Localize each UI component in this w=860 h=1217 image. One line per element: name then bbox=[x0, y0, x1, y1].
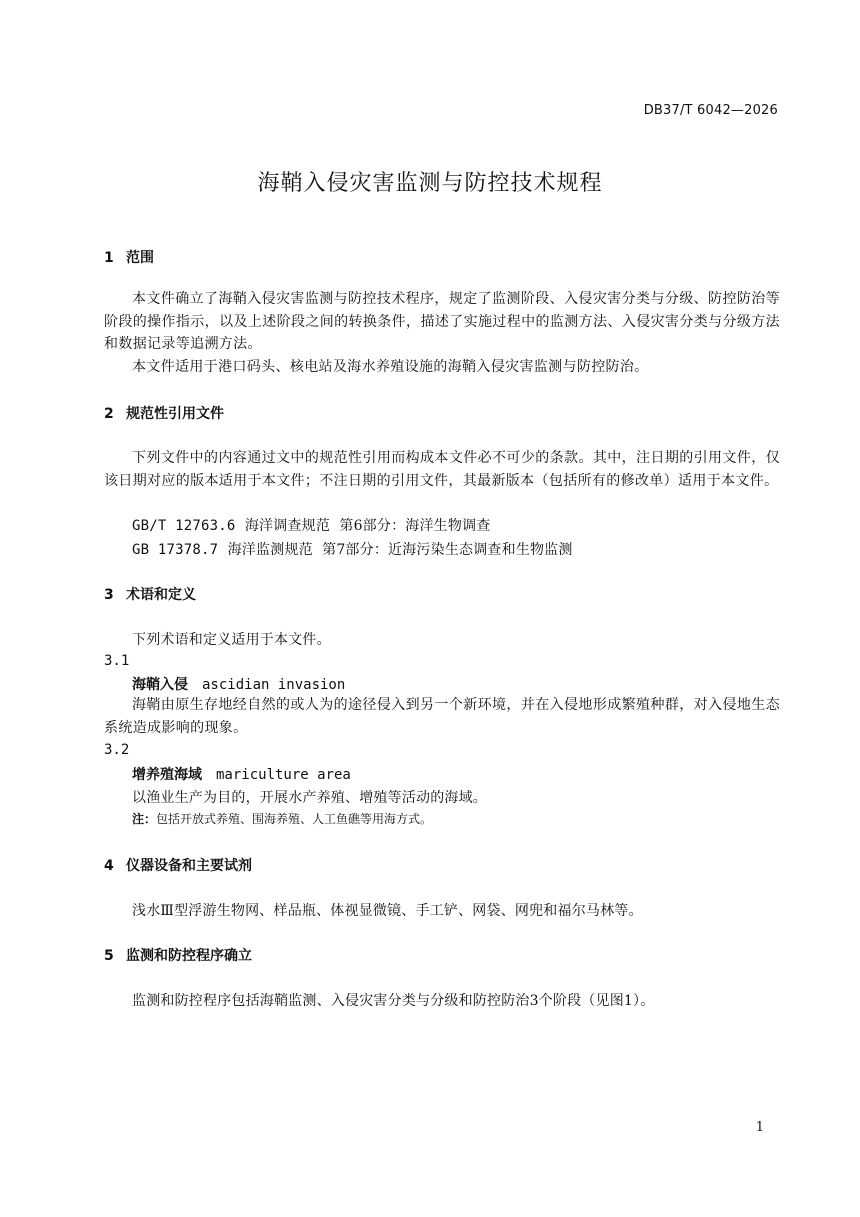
note-label: 注： bbox=[132, 812, 157, 826]
reference-part: 第7部分：近海污染生态调查和生物监测 bbox=[322, 542, 573, 558]
term-heading bbox=[132, 674, 345, 694]
term-english: ascidian invasion bbox=[202, 677, 346, 693]
term-definition: 以渔业生产为目的，开展水产养殖、增殖等活动的海域。 bbox=[132, 790, 487, 806]
section-1-heading bbox=[104, 247, 154, 267]
reference-code: GB 17378.7 bbox=[132, 542, 219, 558]
section-5-paragraph-1: 监测和防控程序包括海鞘监测、入侵灾害分类与分级和防控防治3个阶段（见图1）。 bbox=[132, 993, 655, 1009]
section-number: 4 bbox=[104, 858, 114, 874]
section-3-intro: 下列术语和定义适用于本文件。 bbox=[132, 632, 331, 648]
standard-code: DB37/T 6042—2026 bbox=[643, 103, 778, 118]
section-title: 术语和定义 bbox=[126, 587, 196, 603]
section-2-heading bbox=[104, 403, 224, 423]
reference-part: 第6部分：海洋生物调查 bbox=[339, 518, 491, 534]
section-number: 3 bbox=[104, 587, 114, 603]
page-number: 1 bbox=[755, 1120, 764, 1135]
section-1-paragraph-2: 本文件适用于港口码头、核电站及海水养殖设施的海鞘入侵灾害监测与防控防治。 bbox=[132, 359, 649, 375]
note-text: 包括开放式养殖、围海养殖、人工鱼礁等用海方式。 bbox=[156, 812, 433, 826]
term-name: 增养殖海域 bbox=[132, 767, 202, 783]
term-definition: 海鞘由原生存地经自然的或人为的途径侵入到另一个新环境，并在入侵地形成繁殖种群，对入侵地生态系统造成影响的现象。 bbox=[104, 697, 780, 736]
term-number: 3.2 bbox=[104, 742, 130, 758]
term-heading bbox=[132, 764, 351, 784]
term-name: 海鞘入侵 bbox=[132, 677, 188, 693]
section-title: 监测和防控程序确立 bbox=[126, 948, 252, 964]
section-number: 2 bbox=[104, 406, 114, 422]
reference-item bbox=[132, 539, 573, 559]
section-2-paragraph-1: 下列文件中的内容通过文中的规范性引用而构成本文件必不可少的条款。其中，注日期的引用文件，仅该日期对应的版本适用于本文件；不注日期的引用文件，其最新版本（包括所有的修改单）适用于本文件。 bbox=[104, 450, 780, 489]
reference-item bbox=[132, 515, 490, 535]
section-title: 仪器设备和主要试剂 bbox=[126, 858, 252, 874]
section-1-paragraph-1: 本文件确立了海鞘入侵灾害监测与防控技术程序，规定了监测阶段、入侵灾害分类与分级、防控防治等阶段的操作指示，以及上述阶段之间的转换条件，描述了实施过程中的监测方法、入侵灾害分类与分级方法和数据记录等追溯方法。 bbox=[104, 291, 780, 352]
term-english: mariculture area bbox=[216, 767, 351, 783]
term-number: 3.1 bbox=[104, 653, 130, 669]
term-note bbox=[132, 810, 432, 827]
reference-name: 海洋监测规范 bbox=[227, 542, 313, 558]
section-number: 5 bbox=[104, 948, 114, 964]
section-3-heading bbox=[104, 584, 196, 604]
document-title: 海鞘入侵灾害监测与防控技术规程 bbox=[257, 171, 603, 196]
section-title: 范围 bbox=[126, 250, 154, 266]
section-4-heading bbox=[104, 855, 252, 875]
section-5-heading bbox=[104, 945, 252, 965]
section-number: 1 bbox=[104, 250, 114, 266]
section-title: 规范性引用文件 bbox=[126, 406, 224, 422]
section-4-paragraph-1: 浅水Ⅲ型浮游生物网、样品瓶、体视显微镜、手工铲、网袋、网兜和福尔马林等。 bbox=[132, 903, 643, 919]
reference-code: GB/T 12763.6 bbox=[132, 518, 236, 534]
reference-name: 海洋调查规范 bbox=[244, 518, 331, 534]
